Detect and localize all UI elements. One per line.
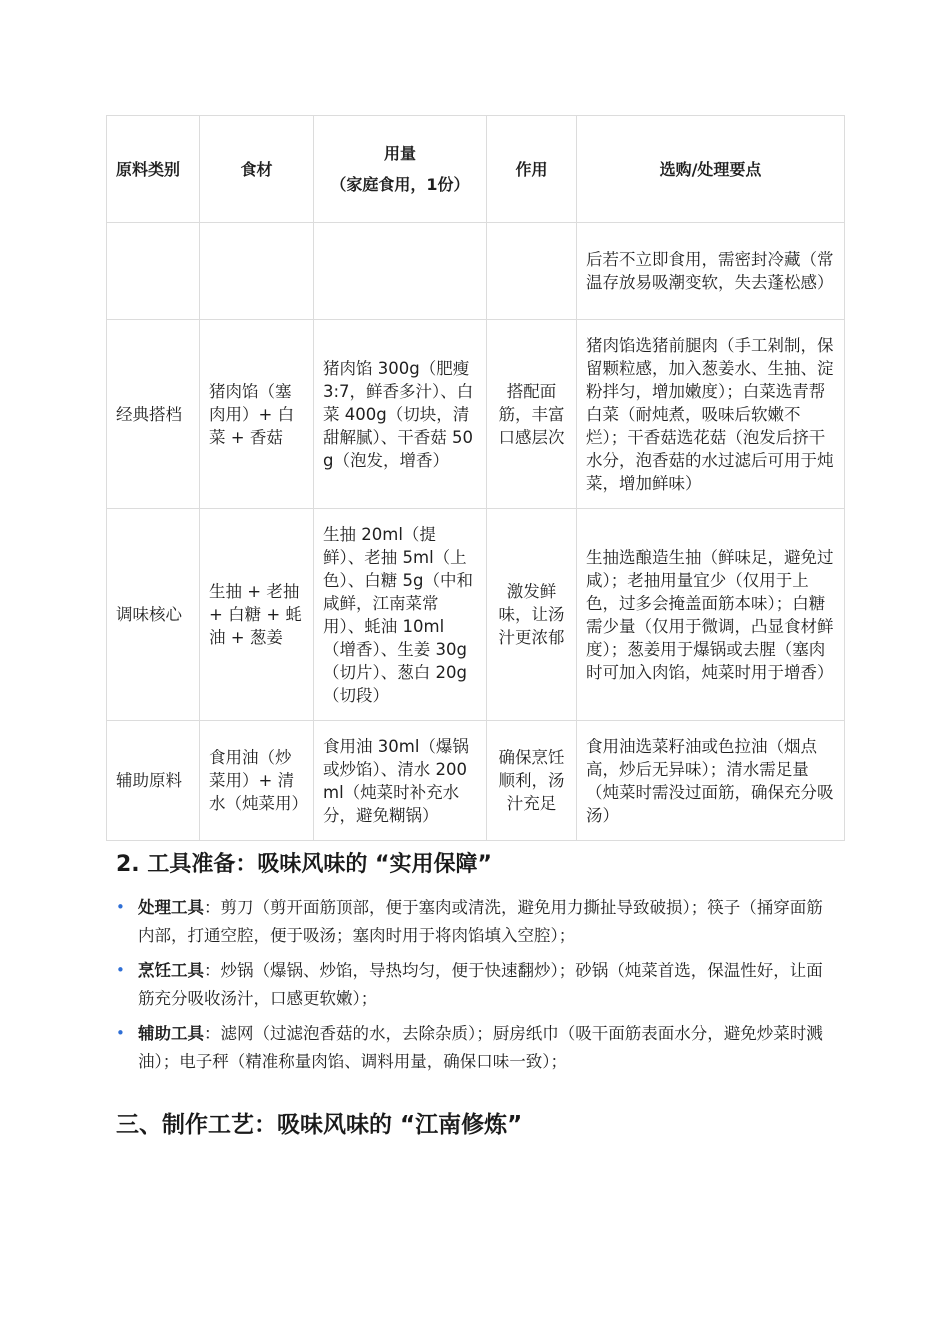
cell-ingredient: 猪肉馅（塞肉用）+ 白菜 + 香菇 bbox=[200, 320, 314, 509]
header-amount-line1: 用量 bbox=[383, 144, 416, 163]
tool-label: 烹饪工具 bbox=[138, 961, 204, 980]
header-tips: 选购/处理要点 bbox=[577, 116, 845, 223]
cell-ingredient: 生抽 + 老抽 + 白糖 + 蚝油 + 葱姜 bbox=[200, 509, 314, 721]
bullet-icon: • bbox=[116, 961, 125, 979]
cell-category: 调味核心 bbox=[107, 509, 200, 721]
cell-amount: 食用油 30ml（爆锅或炒馅）、清水 200ml（炖菜时补充水分，避免糊锅） bbox=[314, 721, 487, 841]
cell-function: 搭配面筋，丰富口感层次 bbox=[487, 320, 577, 509]
bullet-icon: • bbox=[116, 898, 125, 916]
list-item bbox=[116, 957, 836, 1012]
tools-list bbox=[116, 894, 836, 1083]
tool-description: ：剪刀（剪开面筋顶部，便于塞肉或清洗，避免用力撕扯导致破损）；筷子（捅穿面筋内部，打通空腔，便于吸汤；塞肉时用于将肉馅填入空腔）； bbox=[138, 898, 823, 945]
tool-description: ：滤网（过滤泡香菇的水，去除杂质）；厨房纸巾（吸干面筋表面水分，避免炒菜时溅油）；电子秤（精准称量肉馅、调料用量，确保口味一致）； bbox=[138, 1024, 823, 1071]
bullet-icon: • bbox=[116, 1024, 125, 1042]
cell-amount: 猪肉馅 300g（肥瘦 3:7，鲜香多汁）、白菜 400g（切块，清甜解腻）、干香菇 50g（泡发，增香） bbox=[314, 320, 487, 509]
cell-tips: 后若不立即食用，需密封冷藏（常温存放易吸潮变软，失去蓬松感） bbox=[577, 223, 845, 320]
header-category: 原料类别 bbox=[107, 116, 200, 223]
cell-category bbox=[107, 223, 200, 320]
table-header-row bbox=[107, 116, 845, 223]
table-row bbox=[107, 320, 845, 509]
section-2-heading: 2. 工具准备：吸味风味的 “实用保障” bbox=[116, 852, 492, 877]
cell-category: 经典搭档 bbox=[107, 320, 200, 509]
list-item bbox=[116, 894, 836, 949]
table-row bbox=[107, 223, 845, 320]
cell-tips: 食用油选菜籽油或色拉油（烟点高，炒后无异味）；清水需足量（炖菜时需没过面筋，确保充分吸汤） bbox=[577, 721, 845, 841]
cell-amount bbox=[314, 223, 487, 320]
cell-ingredient: 食用油（炒菜用）+ 清水（炖菜用） bbox=[200, 721, 314, 841]
cell-amount: 生抽 20ml（提鲜）、老抽 5ml（上色）、白糖 5g（中和咸鲜，江南菜常用）、蚝油 10ml（增香）、生姜 30g（切片）、葱白 20g（切段） bbox=[314, 509, 487, 721]
header-ingredient: 食材 bbox=[200, 116, 314, 223]
list-item bbox=[116, 1020, 836, 1075]
cell-tips: 猪肉馅选猪前腿肉（手工剁制，保留颗粒感，加入葱姜水、生抽、淀粉拌匀，增加嫩度）；白菜选青帮白菜（耐炖煮，吸味后软嫩不烂）；干香菇选花菇（泡发后挤干水分，泡香菇的水过滤后可用于炖菜，增加鲜味） bbox=[577, 320, 845, 509]
tool-label: 处理工具 bbox=[138, 898, 204, 917]
header-amount-line2: （家庭食用，1份） bbox=[330, 175, 470, 194]
tool-description: ：炒锅（爆锅、炒馅，导热均匀，便于快速翻炒）；砂锅（炖菜首选，保温性好，让面筋充分吸收汤汁，口感更软嫩）； bbox=[138, 961, 823, 1008]
tool-label: 辅助工具 bbox=[138, 1024, 204, 1043]
cell-tips: 生抽选酿造生抽（鲜味足，避免过咸）；老抽用量宜少（仅用于上色，过多会掩盖面筋本味）；白糖需少量（仅用于微调，凸显食材鲜度）；葱姜用于爆锅或去腥（塞肉时可加入肉馅，炖菜时用于增香） bbox=[577, 509, 845, 721]
ingredient-table bbox=[106, 115, 845, 841]
cell-function: 确保烹饪顺利，汤汁充足 bbox=[487, 721, 577, 841]
table-row bbox=[107, 509, 845, 721]
header-function: 作用 bbox=[487, 116, 577, 223]
cell-function: 激发鲜味，让汤汁更浓郁 bbox=[487, 509, 577, 721]
section-3-heading: 三、制作工艺：吸味风味的 “江南修炼” bbox=[116, 1112, 523, 1138]
cell-function bbox=[487, 223, 577, 320]
cell-ingredient bbox=[200, 223, 314, 320]
table-row bbox=[107, 721, 845, 841]
header-amount bbox=[314, 116, 487, 223]
cell-category: 辅助原料 bbox=[107, 721, 200, 841]
